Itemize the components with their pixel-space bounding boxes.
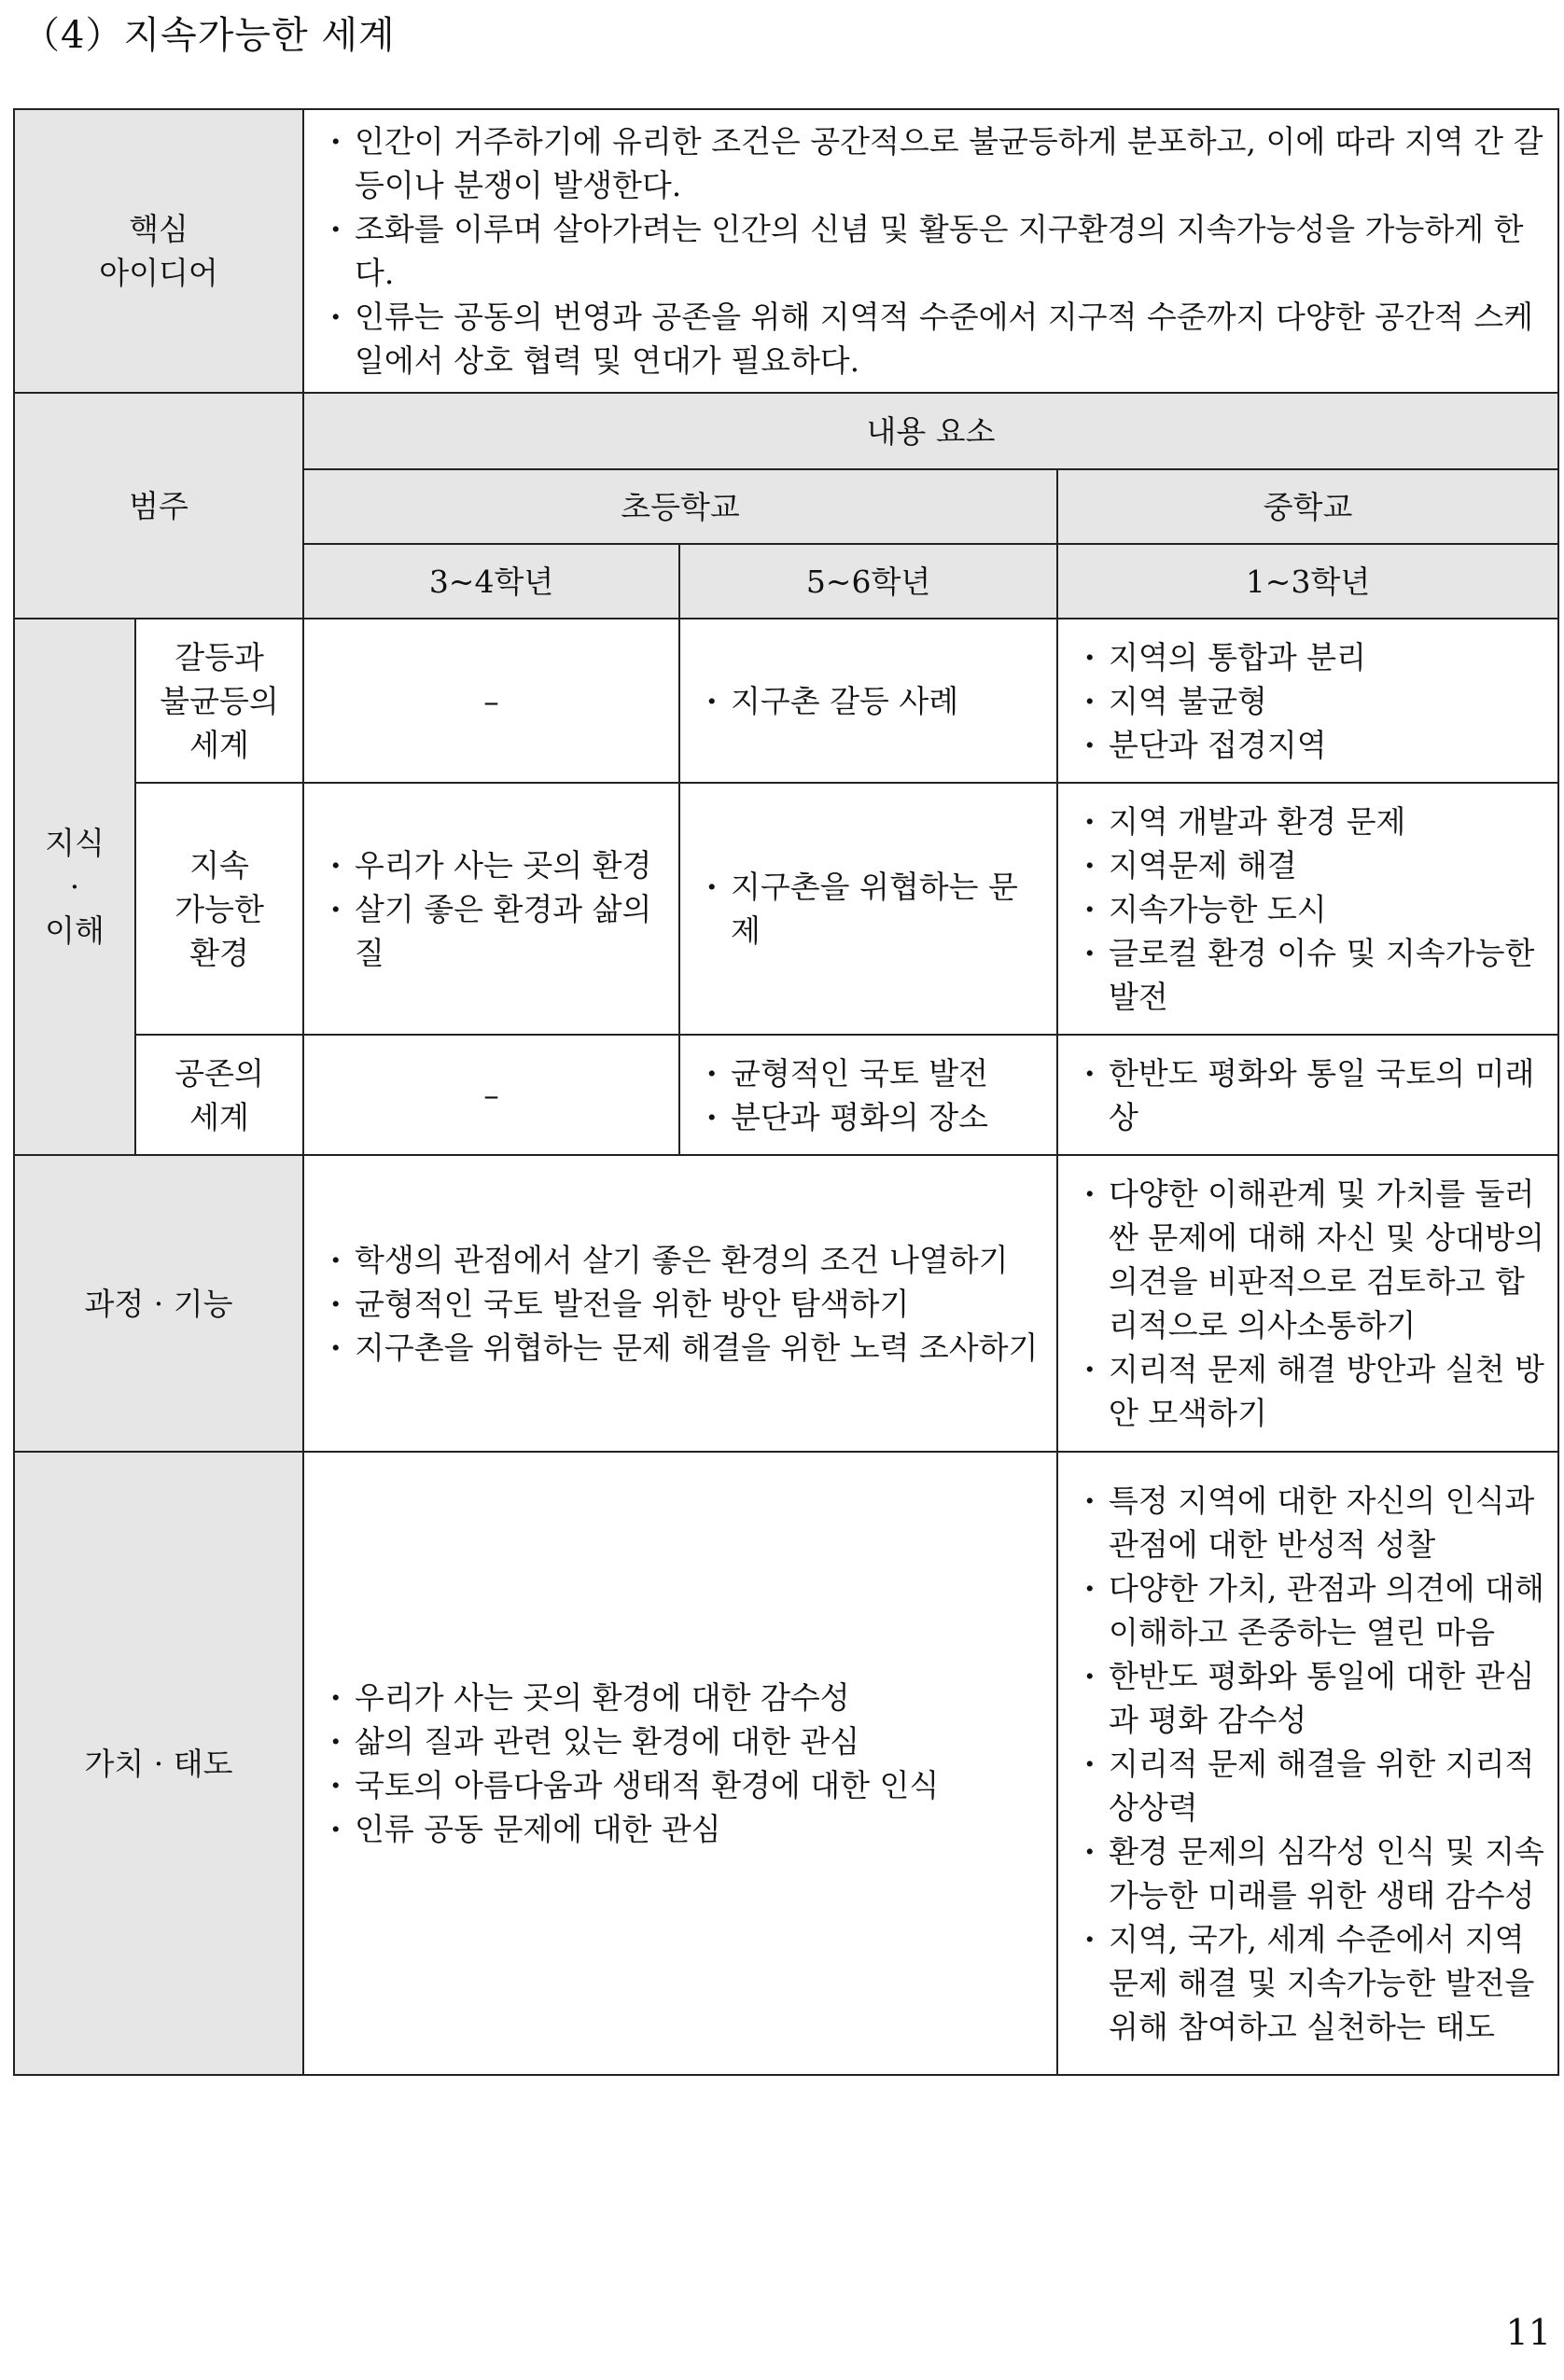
content-item: · 인류 공동 문제에 대한 관심 — [328, 1807, 1045, 1851]
category-header — [14, 393, 303, 619]
g56-conflict-cell — [679, 619, 1057, 783]
knowledge-row-environment — [14, 783, 1558, 1035]
grade-3-4-header — [303, 544, 679, 619]
page-number: 11 — [1505, 2312, 1551, 2353]
elementary-header-text: 초등학교 — [621, 488, 740, 525]
core-idea-row — [14, 109, 1558, 393]
content-item: · 지속가능한 도시 — [1082, 887, 1546, 931]
content-item: · 살기 좋은 환경과 삶의 질 — [328, 887, 667, 975]
content-item: · 지역 개발과 환경 문제 — [1082, 800, 1546, 843]
content-item: · 한반도 평화와 통일 국토의 미래상 — [1082, 1051, 1546, 1139]
content-item: · 지구촌을 위협하는 문제 — [705, 865, 1045, 953]
section-title: （4）지속가능한 세계 — [22, 14, 396, 57]
content-item: · 지리적 문제 해결 방안과 실천 방안 모색하기 — [1082, 1347, 1546, 1435]
sub-category-environment — [135, 783, 303, 1035]
content-item: · 특정 지역에 대한 자신의 인식과 관점에 대한 반성적 성찰 — [1082, 1479, 1546, 1566]
core-idea-item: · 인간이 거주하기에 유리한 조건은 공간적으로 불균등하게 분포하고, 이에 따라 지역 간 갈등이나 분쟁이 발생한다. — [328, 119, 1546, 207]
grade-1-3-text: 1~3학년 — [1245, 563, 1371, 600]
content-item: · 지구촌 갈등 사례 — [705, 679, 1045, 723]
empty-dash: – — [483, 1077, 499, 1113]
content-item: · 국토의 아름다움과 생태적 환경에 대한 인식 — [328, 1763, 1045, 1807]
mid-environment-cell — [1057, 783, 1558, 1035]
sub-category-conflict — [135, 619, 303, 783]
content-item: · 지리적 문제 해결을 위한 지리적 상상력 — [1082, 1742, 1546, 1830]
content-item: · 우리가 사는 곳의 환경에 대한 감수성 — [328, 1676, 1045, 1719]
content-item: · 균형적인 국토 발전을 위한 방안 탐색하기 — [328, 1282, 1045, 1326]
content-item: · 환경 문제의 심각성 인식 및 지속가능한 미래를 위한 생태 감수성 — [1082, 1830, 1546, 1917]
core-idea-content — [303, 109, 1558, 393]
content-item: · 한반도 평화와 통일에 대한 관심과 평화 감수성 — [1082, 1654, 1546, 1742]
sub-category-text: 갈등과 불균등의 세계 — [160, 638, 279, 763]
content-item: · 지역의 통합과 분리 — [1082, 635, 1546, 679]
content-elements-header — [303, 393, 1558, 469]
content-item: · 지역, 국가, 세계 수준에서 지역문제 해결 및 지속가능한 발전을 위해 참여하고 실천하는 태도 — [1082, 1917, 1546, 2049]
values-row — [14, 1452, 1558, 2075]
g56-environment-cell — [679, 783, 1057, 1035]
mid-coexistence-cell — [1057, 1035, 1558, 1155]
category-header-text: 범주 — [129, 487, 189, 524]
g34-coexistence-cell — [303, 1035, 679, 1155]
content-item: · 균형적인 국토 발전 — [705, 1051, 1045, 1095]
process-row — [14, 1155, 1558, 1452]
values-elementary-cell — [303, 1452, 1057, 2075]
content-item: · 지구촌을 위협하는 문제 해결을 위한 노력 조사하기 — [328, 1326, 1045, 1370]
content-item: · 학생의 관점에서 살기 좋은 환경의 조건 나열하기 — [328, 1238, 1045, 1282]
content-item: · 우리가 사는 곳의 환경 — [328, 843, 667, 887]
content-item: · 지역문제 해결 — [1082, 843, 1546, 887]
mid-conflict-cell — [1057, 619, 1558, 783]
grade-5-6-header — [679, 544, 1057, 619]
knowledge-label — [14, 619, 135, 1155]
content-item: · 삶의 질과 관련 있는 환경에 대한 관심 — [328, 1719, 1045, 1763]
process-middle-cell — [1057, 1155, 1558, 1452]
values-label — [14, 1452, 303, 2075]
middle-school-header — [1057, 469, 1558, 544]
core-idea-item: · 조화를 이루며 살아가려는 인간의 신념 및 활동은 지구환경의 지속가능성을 가능하게 한다. — [328, 207, 1546, 295]
values-label-text: 가치 · 태도 — [84, 1745, 233, 1782]
curriculum-table — [13, 108, 1559, 2076]
elementary-header — [303, 469, 1057, 544]
grade-5-6-text: 5~6학년 — [805, 563, 931, 600]
process-elementary-cell — [303, 1155, 1057, 1452]
g34-conflict-cell — [303, 619, 679, 783]
empty-dash: – — [483, 682, 499, 719]
process-label-text: 과정 · 기능 — [84, 1285, 233, 1322]
content-elements-text: 내용 요소 — [866, 412, 996, 450]
grade-3-4-text: 3~4학년 — [428, 563, 554, 600]
core-idea-label-text: 핵심 아이디어 — [99, 211, 218, 291]
content-item: · 다양한 이해관계 및 가치를 둘러싼 문제에 대해 자신 및 상대방의 의견을 비판적으로 검토하고 합리적으로 의사소통하기 — [1082, 1172, 1546, 1347]
core-idea-item: · 인류는 공동의 번영과 공존을 위해 지역적 수준에서 지구적 수준까지 다양한 공간적 스케일에서 상호 협력 및 연대가 필요하다. — [328, 295, 1546, 383]
knowledge-label-text: 지식 · 이해 — [45, 825, 105, 949]
header-row-1 — [14, 393, 1558, 469]
g34-environment-cell — [303, 783, 679, 1035]
content-item: · 분단과 평화의 장소 — [705, 1095, 1045, 1139]
middle-school-header-text: 중학교 — [1263, 488, 1353, 525]
values-middle-cell — [1057, 1452, 1558, 2075]
content-item: · 다양한 가치, 관점과 의견에 대해 이해하고 존중하는 열린 마음 — [1082, 1566, 1546, 1654]
knowledge-row-coexistence — [14, 1035, 1558, 1155]
sub-category-text: 지속 가능한 환경 — [175, 846, 264, 971]
core-idea-label — [14, 109, 303, 393]
content-item: · 지역 불균형 — [1082, 679, 1546, 723]
knowledge-row-conflict — [14, 619, 1558, 783]
process-label — [14, 1155, 303, 1452]
sub-category-coexistence — [135, 1035, 303, 1155]
content-item: · 글로컬 환경 이슈 및 지속가능한 발전 — [1082, 931, 1546, 1019]
grade-1-3-header — [1057, 544, 1558, 619]
content-item: · 분단과 접경지역 — [1082, 723, 1546, 767]
g56-coexistence-cell — [679, 1035, 1057, 1155]
sub-category-text: 공존의 세계 — [175, 1054, 264, 1135]
